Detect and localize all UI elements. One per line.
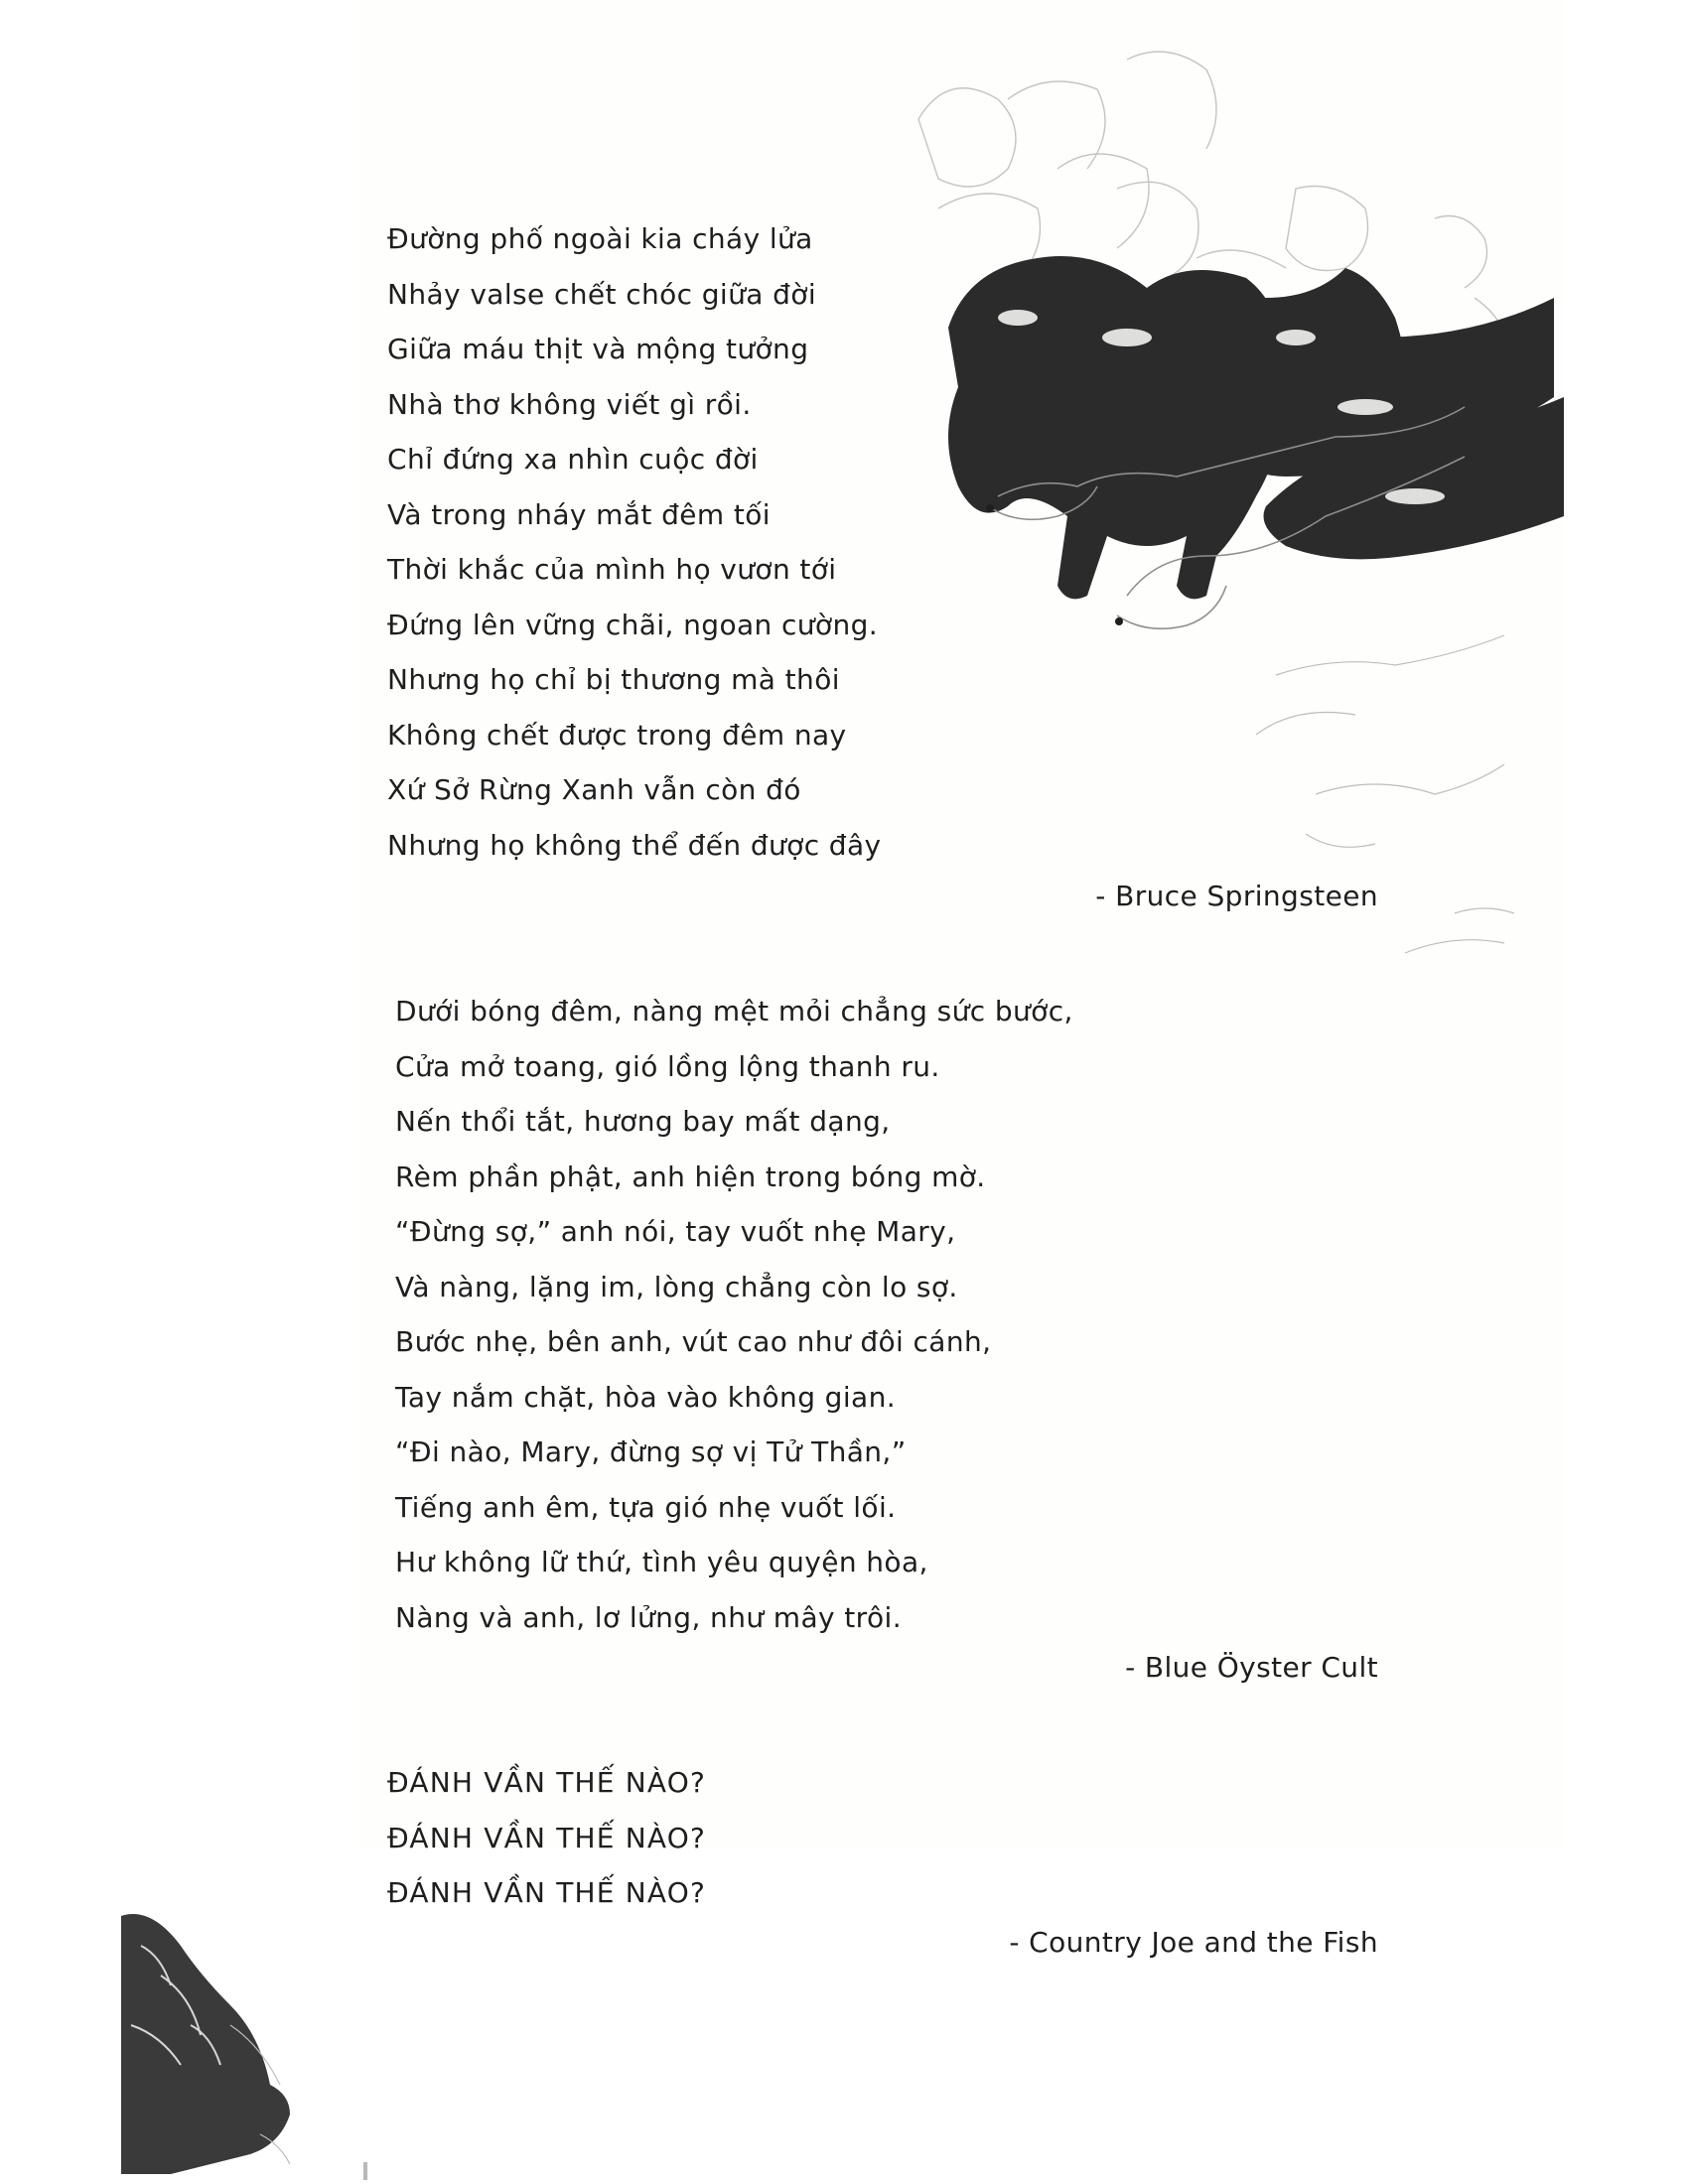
- verse-3: [387, 1755, 706, 1921]
- verse-line: ĐÁNH VẦN THẾ NÀO?: [387, 1766, 707, 1799]
- attribution-3: - Country Joe and the Fish: [1009, 1926, 1378, 1959]
- verse-line: Không chết được trong đêm nay: [387, 718, 847, 751]
- verse-line: Nhảy valse chết chóc giữa đời: [387, 277, 816, 311]
- verse-line: Và nàng, lặng im, lòng chẳng còn lo sợ.: [395, 1270, 958, 1303]
- verse-line: “Đừng sợ,” anh nói, tay vuốt nhẹ Mary,: [395, 1215, 956, 1248]
- verse-line: Nến thổi tắt, hương bay mất dạng,: [395, 1105, 891, 1138]
- page-edge-mark: [363, 2162, 367, 2180]
- attribution-1: - Bruce Springsteen: [1095, 880, 1378, 912]
- verse-line: Nhưng họ chỉ bị thương mà thôi: [387, 663, 840, 696]
- verse-line: Dưới bóng đêm, nàng mệt mỏi chẳng sức bước,: [395, 995, 1073, 1027]
- verse-line: ĐÁNH VẦN THẾ NÀO?: [387, 1821, 707, 1854]
- verse-line: Đứng lên vững chãi, ngoan cường.: [387, 608, 879, 641]
- verse-line: Đường phố ngoài kia cháy lửa: [387, 222, 813, 255]
- verse-line: “Đi nào, Mary, đừng sợ vị Tử Thần,”: [395, 1435, 907, 1468]
- verse-1: [387, 211, 882, 873]
- verse-line: Tay nắm chặt, hòa vào không gian.: [395, 1380, 897, 1414]
- verse-line: Giữa máu thịt và mộng tưởng: [387, 333, 809, 365]
- verse-line: ĐÁNH VẦN THẾ NÀO?: [387, 1876, 707, 1909]
- verse-line: Chỉ đứng xa nhìn cuộc đời: [387, 443, 759, 476]
- attribution-2: - Blue Öyster Cult: [1125, 1651, 1378, 1684]
- verse-line: Xứ Sở Rừng Xanh vẫn còn đó: [387, 773, 801, 806]
- verse-line: Nàng và anh, lơ lửng, như mây trôi.: [395, 1600, 902, 1634]
- bear-sketch-icon: [121, 1906, 310, 2184]
- verse-line: Và trong nháy mắt đêm tối: [387, 497, 771, 531]
- verse-line: Nhưng họ không thể đến được đây: [387, 828, 882, 862]
- verse-line: Rèm phần phật, anh hiện trong bóng mờ.: [395, 1160, 986, 1193]
- verse-line: Bước nhẹ, bên anh, vút cao như đôi cánh,: [395, 1325, 992, 1358]
- verse-line: Thời khắc của mình họ vươn tới: [387, 553, 837, 586]
- verse-2: [395, 984, 1073, 1645]
- verse-line: Cửa mở toang, gió lồng lộng thanh ru.: [395, 1049, 940, 1083]
- verse-line: Hư không lữ thứ, tình yêu quyện hòa,: [395, 1546, 928, 1578]
- verse-line: Tiếng anh êm, tựa gió nhẹ vuốt lối.: [395, 1490, 897, 1524]
- verse-line: Nhà thơ không viết gì rồi.: [387, 387, 752, 421]
